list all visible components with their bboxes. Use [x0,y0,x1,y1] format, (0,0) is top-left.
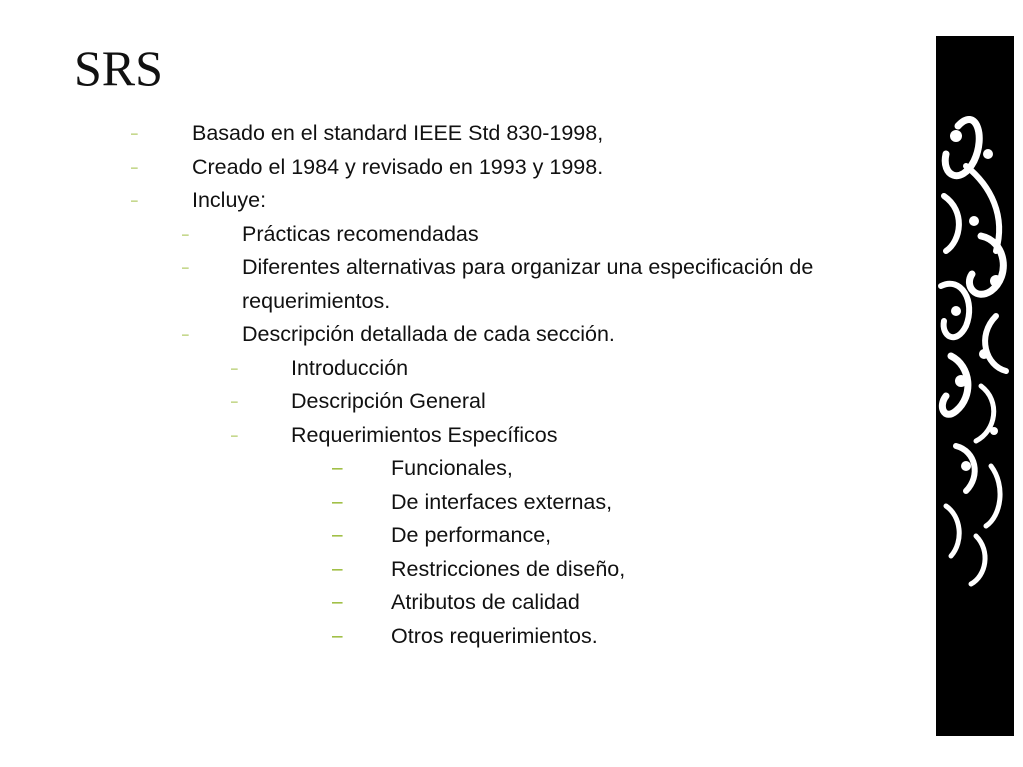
bullet-dash-icon: – [182,327,189,341]
bullet-item [0,486,935,520]
bullet-text: Diferentes alternativas para organizar una especificación de requerimientos. [242,255,814,313]
bullet-item [0,251,935,318]
bullet-item [0,318,935,352]
bullet-dash-icon: – [332,558,343,580]
bullet-item [0,385,935,419]
bullet-item [0,553,935,587]
bullet-text: Requerimientos Específicos [291,422,558,447]
bullet-text: Restricciones de diseño, [391,556,626,581]
bullet-dash-icon: – [182,260,189,274]
floral-swirl-icon [936,36,1014,736]
bullet-item [0,452,935,486]
bullet-text: Introducción [291,355,409,380]
bullet-text: Basado en el standard IEEE Std 830-1998, [192,121,604,145]
bullet-text: Atributos de calidad [391,590,580,614]
bullet-item [0,620,935,654]
bullet-item [0,586,935,620]
bullet-dash-icon: – [332,592,343,613]
bullet-dash-icon: – [131,126,138,140]
bullet-item [0,117,935,151]
bullet-dash-icon: – [231,427,238,442]
bullet-text: Prácticas recomendadas [242,221,479,246]
bullet-text: Otros requerimientos. [391,623,598,648]
bullet-dash-icon: – [231,360,238,375]
bullet-text: Incluye: [192,188,267,212]
bullet-item [0,519,935,553]
bullet-dash-icon: – [182,226,189,241]
bullet-dash-icon: – [131,159,138,174]
bullet-item [0,218,935,252]
bullet-text: Funcionales, [391,456,513,480]
bullet-text: De interfaces externas, [391,489,613,514]
slide-title: SRS [74,40,163,96]
bullet-dash-icon: – [231,394,238,408]
bullet-dash-icon: – [332,458,343,479]
bullet-item [0,151,935,185]
bullet-item [0,184,935,218]
floral-swirl-decoration [936,36,1014,736]
bullet-item [0,419,935,453]
bullet-text: De performance, [391,523,552,547]
bullet-dash-icon: – [332,525,343,546]
bullet-dash-icon: – [131,193,138,207]
bullet-dash-icon: – [332,491,343,513]
bullet-dash-icon: – [332,625,343,647]
bullet-text: Descripción detallada de cada sección. [242,322,615,346]
bullet-text: Descripción General [291,389,486,413]
bullet-item [0,352,935,386]
bullet-list [0,117,935,653]
bullet-text: Creado el 1984 y revisado en 1993 y 1998. [192,154,604,179]
